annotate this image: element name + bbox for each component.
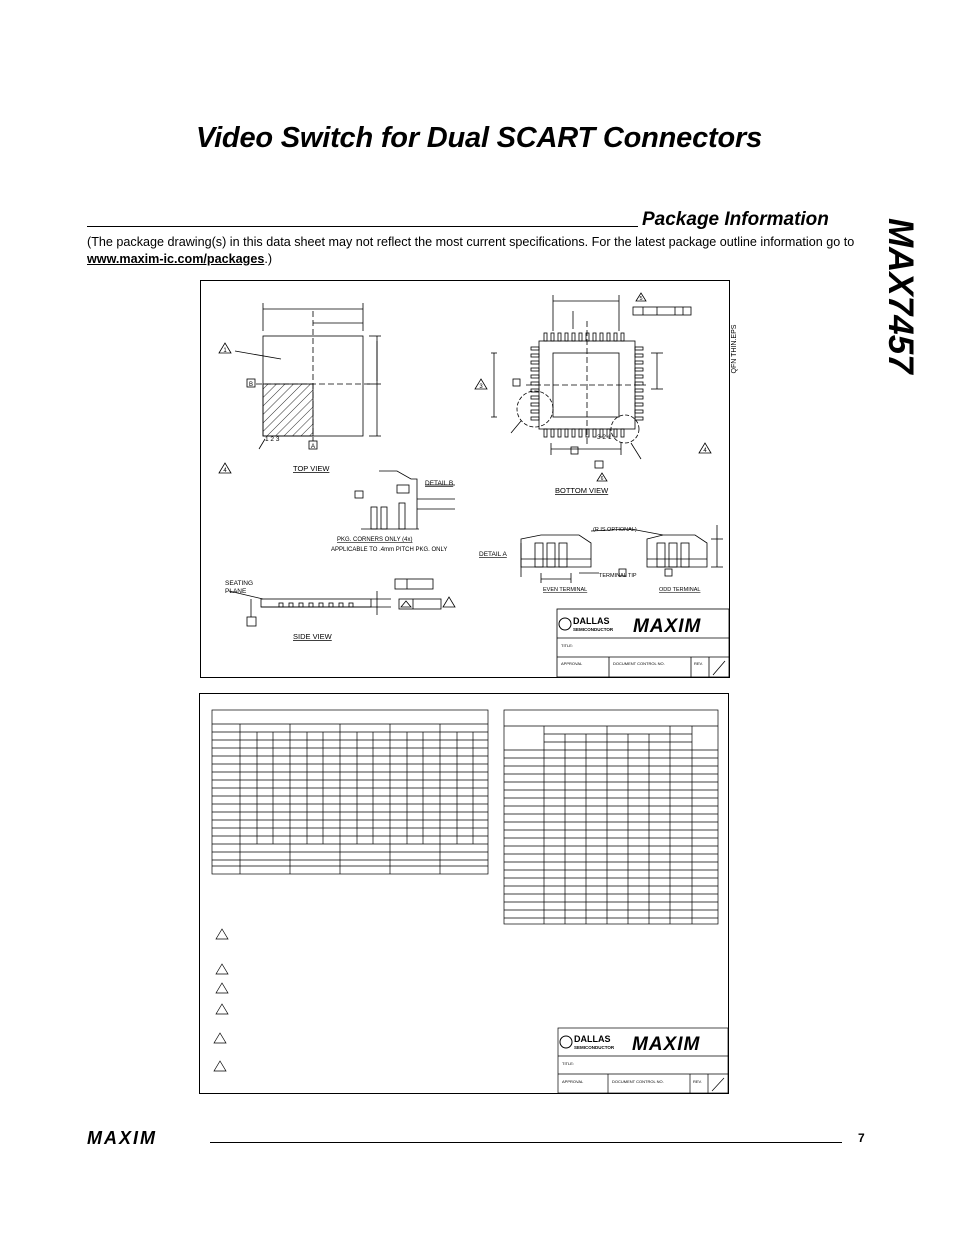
note-triangle-4 xyxy=(216,1004,228,1014)
note4-label-bottom: 4 xyxy=(703,448,707,454)
datum-b-label: B xyxy=(248,382,254,388)
footer-rule xyxy=(210,1142,842,1143)
side-frame-top xyxy=(395,579,433,589)
tb2-approval: APPROVAL xyxy=(562,1079,584,1084)
section-title: Package Information xyxy=(642,209,829,230)
packages-link[interactable]: www.maxim-ic.com/packages xyxy=(87,251,265,266)
side-pins xyxy=(279,603,353,607)
intro-end: .) xyxy=(264,251,273,266)
note4-label-top: 4 xyxy=(223,468,227,474)
odd-terminal-label: ODD TERMINAL xyxy=(659,587,701,593)
package-outline-svg xyxy=(201,281,738,677)
tb1-brand: MAXIM xyxy=(633,616,702,637)
applicable-label: APPLICABLE TO .4mm PITCH PKG. ONLY xyxy=(331,547,448,553)
footer-maxim-logo xyxy=(87,1129,199,1147)
tb2-doc-control: DOCUMENT CONTROL NO. xyxy=(612,1079,664,1084)
dimension-tables-drawing xyxy=(199,693,729,1094)
tb1-title-label: TITLE: xyxy=(561,643,574,648)
note-triangle-1 xyxy=(216,929,228,939)
dimension-tables-svg xyxy=(200,694,728,1093)
side-frame-bottom xyxy=(399,599,441,609)
tb2-rev: REV. xyxy=(693,1079,702,1084)
detail-b-label: DETAIL B xyxy=(425,480,454,487)
tb2-brand: MAXIM xyxy=(632,1034,701,1055)
datum-a-label: A xyxy=(310,444,316,450)
tb1-rev: REV. xyxy=(694,661,703,666)
page-number: 7 xyxy=(858,1131,865,1145)
dallas-logo-icon-2 xyxy=(560,1036,572,1048)
note1-label: 1 xyxy=(223,348,227,354)
tb2-title-label: TITLE: xyxy=(562,1061,575,1066)
table-left-frame xyxy=(212,710,488,874)
pins-right xyxy=(635,347,643,420)
detail-a-label: DETAIL A xyxy=(479,551,507,558)
feature-control-frame-top xyxy=(633,307,691,315)
tb2-company1: DALLAS xyxy=(574,1034,611,1044)
intro-paragraph xyxy=(87,234,871,267)
side-view-label: SIDE VIEW xyxy=(293,632,332,641)
side-note-triangle xyxy=(443,597,455,607)
pins-top xyxy=(544,333,624,341)
pins-left xyxy=(531,347,539,420)
pin-numbers-top: 1 2 3 xyxy=(265,436,280,443)
pin-numbers-bottom: 3 2 1 xyxy=(597,434,612,441)
datum-seating-box xyxy=(247,617,256,626)
note-triangle-6 xyxy=(214,1061,226,1071)
tb2-company2: SEMICONDUCTOR xyxy=(574,1045,615,1050)
datum-c-box xyxy=(595,461,603,468)
seating-plane-label-2: PLANE xyxy=(225,588,247,595)
bottom-view-label: BOTTOM VIEW xyxy=(555,486,609,495)
terminal-tip-label: TERMINAL TIP xyxy=(599,573,637,579)
pin1-hatch-area xyxy=(263,384,313,436)
note-triangle-2 xyxy=(216,964,228,974)
package-outline-drawing xyxy=(200,280,738,678)
pkg-corners-label: PKG. CORNERS ONLY (4x) xyxy=(337,537,413,543)
tb1-doc-control: DOCUMENT CONTROL NO. xyxy=(613,661,665,666)
section-rule xyxy=(87,226,638,227)
even-terminal-label: EVEN TERMINAL xyxy=(543,587,588,593)
tb1-company2: SEMICONDUCTOR xyxy=(573,627,614,632)
page-title: Video Switch for Dual SCART Connectors xyxy=(196,122,763,154)
intro-text: (The package drawing(s) in this data sheet may not reflect the most current specifications. For the latest package outline information go to xyxy=(87,235,855,249)
optional-label: (R IS OPTIONAL) xyxy=(593,527,637,533)
top-view-label: TOP VIEW xyxy=(293,464,330,473)
note6-label: 6 xyxy=(600,476,604,482)
dallas-logo-icon xyxy=(559,618,571,630)
seating-plane-label-1: SEATING xyxy=(225,580,254,587)
tb1-company1: DALLAS xyxy=(573,616,610,626)
footer-brand: MAXIM xyxy=(87,1128,157,1148)
file-label: QFN THIN.EPS xyxy=(731,324,738,374)
note-triangle-3 xyxy=(216,983,228,993)
note5-label: 5 xyxy=(639,296,643,302)
tb1-approval: APPROVAL xyxy=(561,661,583,666)
side-part-number: MAX7457 xyxy=(881,218,920,374)
note-triangle-5 xyxy=(214,1033,226,1043)
note3-label: 3 xyxy=(479,384,483,390)
